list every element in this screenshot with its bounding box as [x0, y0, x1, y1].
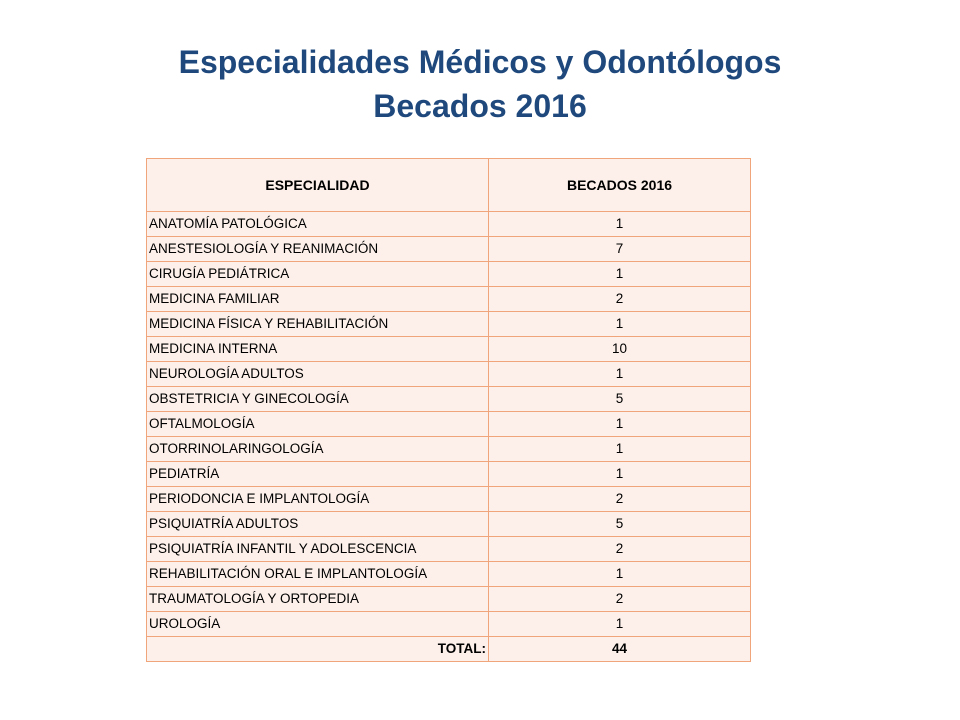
table-row — [147, 287, 751, 312]
cell-becados: 1 — [489, 362, 751, 387]
table-row — [147, 362, 751, 387]
cell-becados: 2 — [489, 487, 751, 512]
cell-becados: 2 — [489, 287, 751, 312]
cell-especialidad: TRAUMATOLOGÍA Y ORTOPEDIA — [147, 587, 489, 612]
cell-especialidad: ANESTESIOLOGÍA Y REANIMACIÓN — [147, 237, 489, 262]
table-row — [147, 612, 751, 637]
cell-especialidad: OFTALMOLOGÍA — [147, 412, 489, 437]
cell-especialidad: PERIODONCIA E IMPLANTOLOGÍA — [147, 487, 489, 512]
table-row — [147, 312, 751, 337]
cell-becados: 10 — [489, 337, 751, 362]
cell-especialidad: MEDICINA FÍSICA Y REHABILITACIÓN — [147, 312, 489, 337]
cell-especialidad: MEDICINA INTERNA — [147, 337, 489, 362]
table-row — [147, 562, 751, 587]
cell-becados: 1 — [489, 462, 751, 487]
table-row — [147, 512, 751, 537]
total-value: 44 — [489, 637, 751, 662]
table-row — [147, 537, 751, 562]
cell-especialidad: PSIQUIATRÍA ADULTOS — [147, 512, 489, 537]
table-row — [147, 337, 751, 362]
cell-becados: 2 — [489, 587, 751, 612]
table-row — [147, 262, 751, 287]
cell-especialidad: ANATOMÍA PATOLÓGICA — [147, 212, 489, 237]
becados-table-container — [146, 158, 751, 662]
cell-especialidad: UROLOGÍA — [147, 612, 489, 637]
cell-especialidad: PSIQUIATRÍA INFANTIL Y ADOLESCENCIA — [147, 537, 489, 562]
cell-becados: 1 — [489, 212, 751, 237]
cell-becados: 1 — [489, 612, 751, 637]
cell-especialidad: OBSTETRICIA Y GINECOLOGÍA — [147, 387, 489, 412]
title-line-2: Becados 2016 — [373, 88, 587, 124]
table-row — [147, 462, 751, 487]
cell-becados: 2 — [489, 537, 751, 562]
slide-title — [0, 40, 960, 128]
cell-especialidad: CIRUGÍA PEDIÁTRICA — [147, 262, 489, 287]
table-row — [147, 487, 751, 512]
table-row — [147, 237, 751, 262]
cell-becados: 1 — [489, 312, 751, 337]
cell-becados: 7 — [489, 237, 751, 262]
title-line-1: Especialidades Médicos y Odontólogos — [178, 44, 782, 80]
cell-becados: 5 — [489, 512, 751, 537]
header-especialidad: ESPECIALIDAD — [147, 159, 489, 212]
cell-especialidad: NEUROLOGÍA ADULTOS — [147, 362, 489, 387]
table-row — [147, 212, 751, 237]
becados-table — [146, 158, 751, 662]
header-becados: BECADOS 2016 — [489, 159, 751, 212]
cell-especialidad: MEDICINA FAMILIAR — [147, 287, 489, 312]
cell-becados: 1 — [489, 412, 751, 437]
cell-becados: 5 — [489, 387, 751, 412]
cell-becados: 1 — [489, 437, 751, 462]
total-row — [147, 637, 751, 662]
table-header-row — [147, 159, 751, 212]
cell-becados: 1 — [489, 262, 751, 287]
cell-especialidad: REHABILITACIÓN ORAL E IMPLANTOLOGÍA — [147, 562, 489, 587]
table-row — [147, 387, 751, 412]
table-row — [147, 437, 751, 462]
cell-especialidad: OTORRINOLARINGOLOGÍA — [147, 437, 489, 462]
table-body — [147, 212, 751, 637]
table-row — [147, 412, 751, 437]
total-label: TOTAL: — [147, 637, 489, 662]
cell-especialidad: PEDIATRÍA — [147, 462, 489, 487]
cell-becados: 1 — [489, 562, 751, 587]
table-row — [147, 587, 751, 612]
